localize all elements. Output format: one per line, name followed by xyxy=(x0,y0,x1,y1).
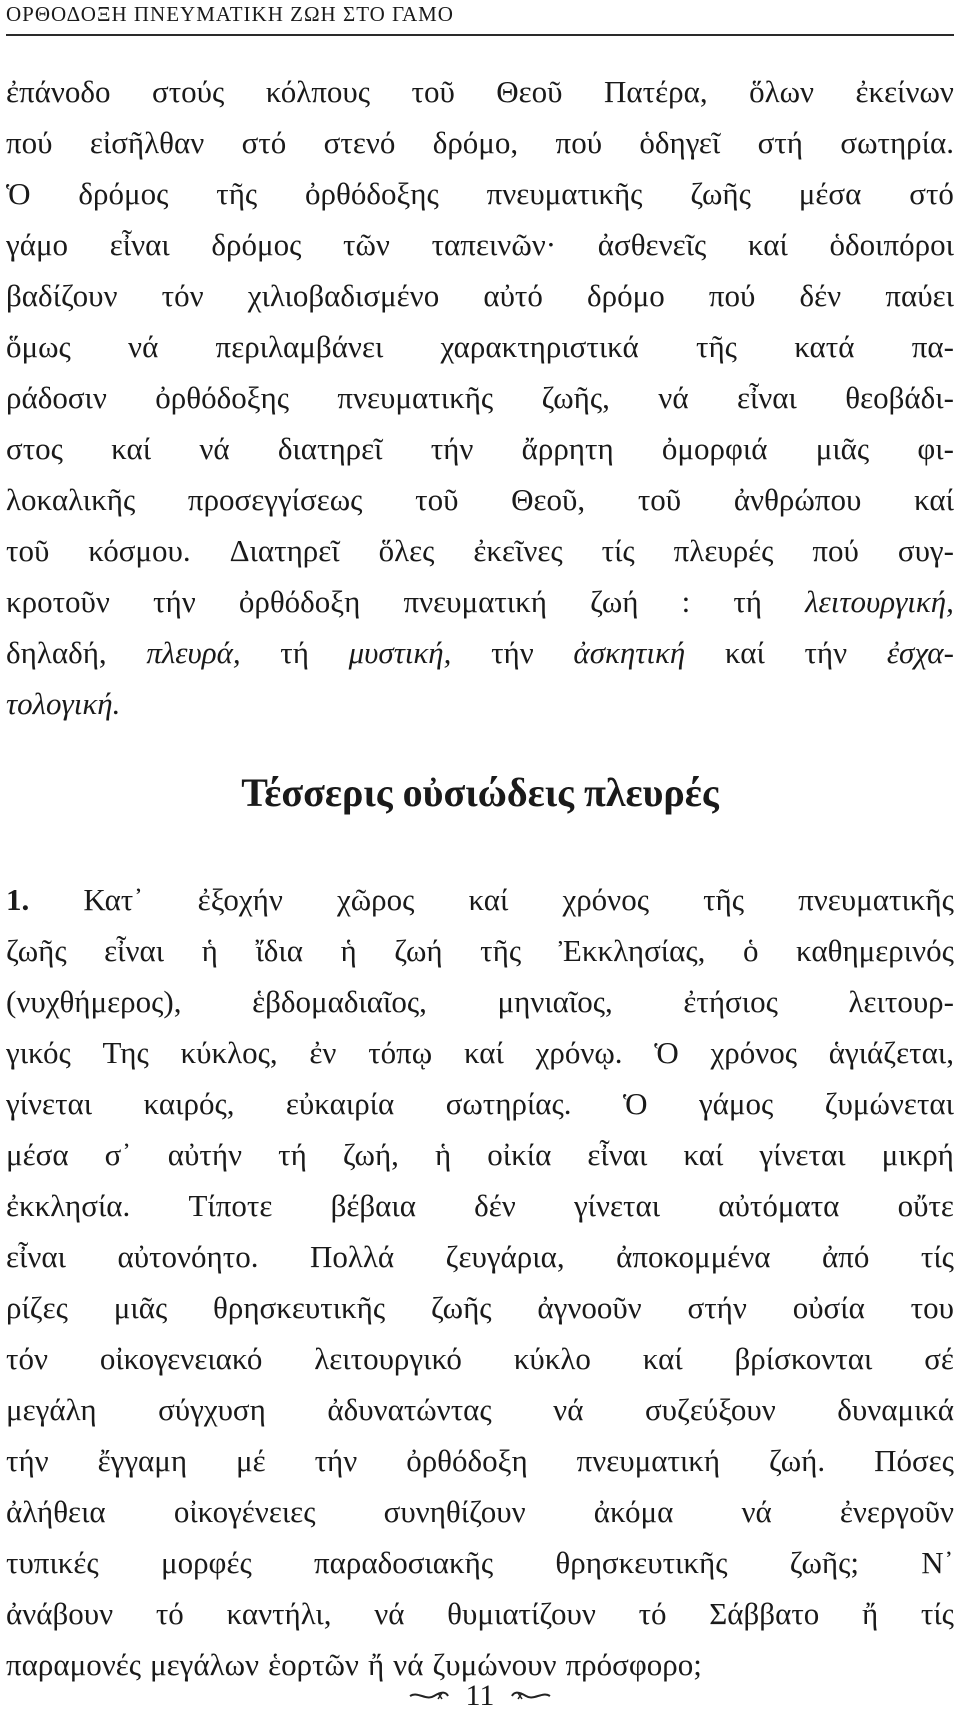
word: ζευγάρια, xyxy=(445,1239,565,1274)
word: λειτουργικό xyxy=(314,1341,462,1376)
word: οὔτε xyxy=(897,1188,954,1223)
word: ταπεινῶν· xyxy=(431,227,557,262)
word: οἰκογένειες xyxy=(173,1494,316,1529)
word: κροτοῦν xyxy=(6,584,110,619)
word: δρόμος xyxy=(78,176,169,211)
text-line xyxy=(6,117,954,168)
word: καιρός, xyxy=(143,1086,235,1121)
word: νά xyxy=(658,380,689,415)
text-line xyxy=(6,474,954,525)
word: ἡ xyxy=(435,1137,452,1172)
text-line xyxy=(6,66,954,117)
word: καί xyxy=(913,482,954,517)
word: πού xyxy=(555,125,603,160)
word: τήν xyxy=(804,635,848,670)
word: αὐτήν xyxy=(167,1137,243,1172)
text-line xyxy=(6,321,954,372)
word: τῆς xyxy=(480,933,522,968)
word: μέσα xyxy=(798,176,862,211)
word: καντήλι, xyxy=(226,1596,332,1631)
word: ζωή xyxy=(394,933,443,968)
word: ἤ xyxy=(861,1596,879,1631)
word: γικός xyxy=(6,1035,71,1070)
word: στή xyxy=(757,125,804,160)
word: δρόμος xyxy=(211,227,302,262)
word: πνευματικῆς xyxy=(798,882,954,917)
word: πνευματική xyxy=(403,584,547,619)
word: ἐκείνων xyxy=(855,74,954,109)
word: δέν xyxy=(474,1188,516,1223)
word: Θεοῦ xyxy=(496,74,563,109)
word: ἐπάνοδο xyxy=(6,74,111,109)
word: ἀδυνατώντας xyxy=(327,1392,492,1427)
word: ἐξοχήν xyxy=(197,882,283,917)
word: ἔγγαμη xyxy=(97,1443,188,1478)
word: ἀσθενεῖς xyxy=(597,227,707,262)
text-line xyxy=(6,925,954,976)
text-line xyxy=(6,219,954,270)
text-line xyxy=(6,1537,954,1588)
word: παύει xyxy=(885,278,954,313)
word: πα- xyxy=(911,329,954,364)
word: γίνεται xyxy=(573,1188,661,1223)
word: τή xyxy=(278,1137,307,1172)
word: φι- xyxy=(917,431,954,466)
word: μιᾶς xyxy=(815,431,870,466)
text-line xyxy=(6,1486,954,1537)
word: Ὁ xyxy=(622,1086,648,1121)
left-flourish-ornament-icon xyxy=(408,1689,450,1703)
word: Θεοῦ, xyxy=(511,482,586,517)
word: σ᾽ xyxy=(104,1137,132,1172)
word: θρησκευτικῆς xyxy=(555,1545,728,1580)
word: ἄρρητη xyxy=(521,431,614,466)
word: πού xyxy=(708,278,756,313)
word: ὀρθόδοξη xyxy=(406,1443,528,1478)
word: βαδίζουν xyxy=(6,278,118,313)
word: 1. xyxy=(6,882,30,917)
word: Τίποτε xyxy=(188,1188,273,1223)
word: στος xyxy=(6,431,63,466)
word: καί xyxy=(747,227,788,262)
word: μορφές xyxy=(160,1545,252,1580)
word: ἐνεργοῦν xyxy=(839,1494,954,1529)
running-head: ΟΡΘΟΔΟΞΗ ΠΝΕΥΜΑΤΙΚΗ ΖΩΗ ΣΤΟ ΓΑΜΟ xyxy=(6,2,454,26)
word: τό xyxy=(638,1596,667,1631)
word: Ὁ xyxy=(6,176,31,211)
text-line xyxy=(6,525,954,576)
word: ὅλες xyxy=(378,533,435,568)
word: σέ xyxy=(924,1341,954,1376)
text-line xyxy=(6,1180,954,1231)
word: ὁ xyxy=(742,933,759,968)
word: θρησκευτικῆς xyxy=(213,1290,386,1325)
text-line xyxy=(6,1333,954,1384)
word: ράδοσιν xyxy=(6,380,107,415)
text-line xyxy=(6,270,954,321)
word: ζωή xyxy=(590,584,639,619)
word: θυμιατίζουν xyxy=(447,1596,596,1631)
word: λοκαλικῆς xyxy=(6,482,136,517)
word: νά xyxy=(374,1596,405,1631)
word: γάμο xyxy=(6,227,69,262)
word: τοῦ xyxy=(637,482,682,517)
word: στούς xyxy=(152,74,225,109)
word: σωτηρίας. xyxy=(445,1086,572,1121)
word: ἑορτῶν xyxy=(268,1647,359,1682)
word: δρόμο xyxy=(587,278,665,313)
word: νά xyxy=(741,1494,772,1529)
word: χῶρος xyxy=(336,882,415,917)
word: αὐτό xyxy=(483,278,543,313)
word: τοῦ xyxy=(6,533,50,568)
word: ἀσκητική xyxy=(573,635,686,670)
word: Ἐκκλησίας, xyxy=(558,933,706,968)
word: στενό xyxy=(323,125,396,160)
word: μικρή xyxy=(881,1137,954,1172)
word: δέν xyxy=(799,278,842,313)
word: καί xyxy=(468,882,509,917)
word: νά xyxy=(553,1392,584,1427)
word: Σάββατο xyxy=(709,1596,820,1631)
word: ὀρθόδοξη xyxy=(238,584,361,619)
word: στό xyxy=(241,125,287,160)
word: (νυχθήμερος), xyxy=(6,984,182,1019)
text-line xyxy=(6,1588,954,1639)
word: συγ- xyxy=(897,533,954,568)
word: γάμος xyxy=(698,1086,774,1121)
text-line xyxy=(6,423,954,474)
word: στήν xyxy=(687,1290,747,1325)
word: εἶναι xyxy=(104,933,165,968)
word: μεγάλων xyxy=(150,1647,260,1682)
word: γίνεται xyxy=(759,1137,846,1172)
word: εἶναι xyxy=(587,1137,648,1172)
word: σύγχυση xyxy=(158,1392,266,1427)
word: ζωή. xyxy=(769,1443,826,1478)
word: Ν᾽ xyxy=(921,1545,954,1580)
word: τολογική. xyxy=(6,686,121,721)
word: πού xyxy=(812,533,859,568)
word: μιᾶς xyxy=(113,1290,168,1325)
text-line xyxy=(6,1282,954,1333)
word: χαρακτηριστικά xyxy=(440,329,639,364)
word: ἡ xyxy=(340,933,357,968)
word: ζωῆς xyxy=(6,933,67,968)
text-line xyxy=(6,1129,954,1180)
word: τίς xyxy=(920,1239,954,1274)
word: ἤ xyxy=(367,1647,385,1682)
word: ἐσχα- xyxy=(886,635,954,670)
word: δηλαδή, xyxy=(6,635,107,670)
word: ἡ xyxy=(201,933,218,968)
text-line xyxy=(6,372,954,423)
word: εἶναι xyxy=(736,380,797,415)
text-line xyxy=(6,627,954,678)
text-line xyxy=(6,1384,954,1435)
word: ἀγνοοῦν xyxy=(537,1290,642,1325)
word: ἁγιάζεται, xyxy=(828,1035,954,1070)
word: μεγάλη xyxy=(6,1392,97,1427)
word: νά xyxy=(199,431,230,466)
word: τό xyxy=(155,1596,184,1631)
word: τήν xyxy=(314,1443,358,1478)
word: ζυμώνεται xyxy=(824,1086,954,1121)
header-rule xyxy=(6,34,954,36)
word: χιλιοβαδισμένο xyxy=(247,278,440,313)
word: ἀπό xyxy=(821,1239,870,1274)
paragraph-1 xyxy=(6,66,954,729)
word: περιλαμβάνει xyxy=(215,329,384,364)
word: τόπῳ xyxy=(368,1035,433,1070)
word: εὐκαιρία xyxy=(285,1086,395,1121)
word: πού xyxy=(6,125,53,160)
word: συνηθίζουν xyxy=(383,1494,526,1529)
word: μέ xyxy=(236,1443,266,1478)
word: πνευματικῆς xyxy=(486,176,643,211)
word: Κατ᾽ xyxy=(83,882,144,917)
word: Της xyxy=(102,1035,149,1070)
word: τή xyxy=(280,635,309,670)
text-line xyxy=(6,678,954,729)
word: οὐσία xyxy=(792,1290,865,1325)
word: χρόνος xyxy=(710,1035,798,1070)
word: πνευματικῆς xyxy=(337,380,494,415)
word: τίς xyxy=(920,1596,954,1631)
text-line xyxy=(6,874,954,925)
word: εἰσῆλθαν xyxy=(89,125,205,160)
word: ζωῆς; xyxy=(789,1545,859,1580)
word: κύκλος, xyxy=(180,1035,278,1070)
word: ὅμως xyxy=(6,329,71,364)
word: παραμονές xyxy=(6,1647,142,1682)
text-line xyxy=(6,1078,954,1129)
word: τήν xyxy=(491,635,534,670)
word: πλευρές xyxy=(673,533,774,568)
word: ὀμορφιά xyxy=(661,431,768,466)
word: τόν xyxy=(161,278,204,313)
word: ἐν xyxy=(309,1035,337,1070)
word: τήν xyxy=(6,1443,49,1478)
text-line xyxy=(6,976,954,1027)
paragraph-2 xyxy=(6,874,954,1690)
word: ἀλήθεια xyxy=(6,1494,106,1529)
word: ζωή, xyxy=(342,1137,399,1172)
word: προσεγγίσεως xyxy=(187,482,363,517)
word: βέβαια xyxy=(330,1188,416,1223)
word: δυναμικά xyxy=(837,1392,954,1427)
word: ζυμώνουν xyxy=(432,1647,557,1682)
word: χρόνῳ. xyxy=(535,1035,623,1070)
page-folio xyxy=(0,1678,960,1714)
text-line xyxy=(6,1435,954,1486)
word: συζεύξουν xyxy=(644,1392,776,1427)
right-flourish-ornament-icon xyxy=(510,1689,552,1703)
word: κύκλο xyxy=(513,1341,591,1376)
word: τήν xyxy=(153,584,196,619)
word: ἀποκομμένα xyxy=(616,1239,771,1274)
word: Διατηρεῖ xyxy=(229,533,340,568)
word: ἀκόμα xyxy=(593,1494,674,1529)
word: ἐκεῖνες xyxy=(473,533,563,568)
word: λειτουρ- xyxy=(848,984,954,1019)
word: τυπικές xyxy=(6,1545,99,1580)
word: κατά xyxy=(794,329,855,364)
text-line xyxy=(6,1027,954,1078)
word: καί xyxy=(111,431,152,466)
word: τῶν xyxy=(343,227,390,262)
word: καί xyxy=(724,635,765,670)
word: πνευματική xyxy=(576,1443,721,1478)
word: ὁδοιπόροι xyxy=(829,227,954,262)
word: μέσα xyxy=(6,1137,69,1172)
word: τόν xyxy=(6,1341,48,1376)
word: στό xyxy=(909,176,954,211)
word: Πατέρα, xyxy=(604,74,708,109)
word: μηνιαῖος, xyxy=(497,984,613,1019)
word: : xyxy=(681,584,691,619)
word: ὅλων xyxy=(749,74,815,109)
section-heading: Τέσσερις οὐσιώδεις πλευρές xyxy=(241,770,719,815)
word: Ὁ xyxy=(654,1035,679,1070)
word: διατηρεῖ xyxy=(277,431,383,466)
word: αὐτόματα xyxy=(718,1188,840,1223)
word: ἑβδομαδιαῖος, xyxy=(252,984,427,1019)
word: μυστική, xyxy=(348,635,452,670)
word: πλευρά, xyxy=(146,635,241,670)
word: ρίζες xyxy=(6,1290,68,1325)
page-number: 11 xyxy=(465,1679,495,1712)
word: τῆς xyxy=(216,176,258,211)
text-line xyxy=(6,576,954,627)
word: παραδοσιακῆς xyxy=(314,1545,494,1580)
word: Πολλά xyxy=(309,1239,395,1274)
word: τή xyxy=(733,584,762,619)
word: εἶναι xyxy=(109,227,170,262)
word: ζωῆς, xyxy=(541,380,610,415)
word: χρόνος xyxy=(562,882,649,917)
word: τῆς xyxy=(703,882,745,917)
word: οἰκία xyxy=(487,1137,552,1172)
word: ζωῆς xyxy=(430,1290,492,1325)
word: ὀρθόδοξης xyxy=(305,176,439,211)
word: τίς xyxy=(601,533,635,568)
word: ζωῆς xyxy=(690,176,751,211)
word: ἴδια xyxy=(255,933,303,968)
word: νά xyxy=(128,329,159,364)
word: νά xyxy=(393,1647,424,1682)
word: ἀνθρώπου xyxy=(733,482,862,517)
word: εἶναι xyxy=(6,1239,66,1274)
word: θεοβάδι- xyxy=(845,380,954,415)
word: του xyxy=(910,1290,954,1325)
word: καί xyxy=(463,1035,504,1070)
word: λειτουργική, xyxy=(805,584,954,619)
word: ὁδηγεῖ xyxy=(639,125,721,160)
word: αὐτονόητο. xyxy=(117,1239,259,1274)
word: πρόσφορο; xyxy=(565,1647,702,1682)
word: ἐκκλησία. xyxy=(6,1188,131,1223)
word: βρίσκονται xyxy=(734,1341,873,1376)
word: Πόσες xyxy=(874,1443,954,1478)
word: κόλπους xyxy=(265,74,371,109)
word: ἀνάβουν xyxy=(6,1596,114,1631)
word: κόσμου. xyxy=(88,533,191,568)
text-line xyxy=(6,168,954,219)
word: ἐτήσιος xyxy=(683,984,778,1019)
word: τοῦ xyxy=(415,482,459,517)
word: τοῦ xyxy=(411,74,455,109)
word: γίνεται xyxy=(6,1086,93,1121)
word: τήν xyxy=(430,431,474,466)
word: δρόμο, xyxy=(432,125,519,160)
word: καί xyxy=(683,1137,724,1172)
word: ὀρθόδοξης xyxy=(155,380,289,415)
word: καί xyxy=(642,1341,683,1376)
text-line xyxy=(6,1231,954,1282)
word: τῆς xyxy=(696,329,737,364)
word: σωτηρία. xyxy=(840,125,954,160)
word: οἰκογενειακό xyxy=(99,1341,263,1376)
word: καθημερινός xyxy=(796,933,954,968)
